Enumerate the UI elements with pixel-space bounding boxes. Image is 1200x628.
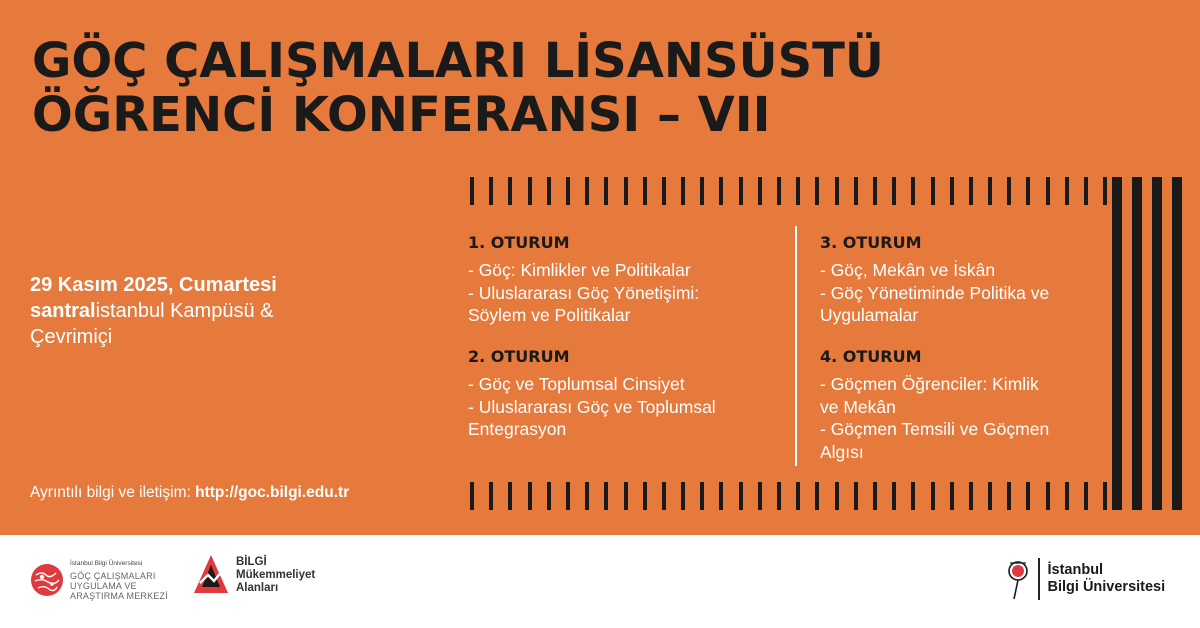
contact-line	[30, 484, 349, 502]
contact-url[interactable]: http://goc.bilgi.edu.tr	[195, 484, 350, 501]
title-line-1: GÖÇ ÇALIŞMALARI LİSANSÜSTÜ	[32, 33, 884, 89]
event-venue	[30, 298, 390, 324]
center-line3: ARAŞTIRMA MERKEZİ	[70, 591, 168, 601]
session-1	[468, 233, 788, 327]
university-emblem-icon	[1006, 557, 1030, 601]
conference-title	[32, 34, 1012, 142]
session-3-heading: 3. OTURUM	[820, 233, 922, 252]
university-line2: Bilgi Üniversitesi	[1047, 579, 1166, 595]
session-3-line: - Göç Yönetiminde Politika ve	[820, 282, 1050, 303]
excellence-line3: Alanları	[236, 581, 279, 594]
session-3-line: Uygulamalar	[820, 305, 919, 325]
session-2	[468, 347, 788, 441]
footer	[0, 535, 1200, 628]
session-4	[820, 347, 1120, 463]
center-small: İstanbul Bilgi Üniversitesi	[70, 560, 143, 567]
venue-bold: santral	[30, 300, 96, 322]
right-bars	[1112, 177, 1182, 510]
migration-center-logo[interactable]	[30, 559, 168, 601]
session-1-line: - Uluslararası Göç Yönetişimi:	[468, 282, 700, 303]
session-divider	[795, 226, 797, 466]
stripes-bottom	[470, 482, 1107, 510]
session-1-line: - Göç: Kimlikler ve Politikalar	[468, 260, 691, 280]
event-info	[30, 272, 390, 350]
session-4-heading: 4. OTURUM	[820, 347, 922, 366]
venue-rest: istanbul Kampüsü &	[95, 300, 274, 322]
university-line1: İstanbul	[1047, 562, 1104, 578]
stripes-top	[470, 177, 1107, 205]
excellence-line1: BİLGİ	[236, 555, 267, 568]
excellence-triangle-icon	[192, 553, 230, 597]
event-date: 29 Kasım 2025, Cumartesi	[30, 274, 277, 296]
session-2-line: - Göç ve Toplumsal Cinsiyet	[468, 374, 685, 394]
session-1-heading: 1. OTURUM	[468, 233, 570, 252]
session-2-heading: 2. OTURUM	[468, 347, 570, 366]
session-4-line: - Göçmen Temsili ve Göçmen	[820, 419, 1050, 439]
contact-label: Ayrıntılı bilgi ve iletişim:	[30, 484, 191, 501]
session-4-line: ve Mekân	[820, 396, 896, 417]
title-line-2: ÖĞRENCİ KONFERANSI – VII	[32, 87, 771, 143]
session-1-line: Söylem ve Politikalar	[468, 305, 631, 325]
session-4-line: - Göçmen Öğrenciler: Kimlik	[820, 374, 1039, 394]
session-4-line: Algısı	[820, 441, 864, 462]
logo-separator	[1038, 558, 1040, 600]
center-line1: GÖÇ ÇALIŞMALARI	[70, 571, 156, 581]
session-3	[820, 233, 1120, 327]
excellence-line2: Mükemmeliyet	[236, 568, 316, 581]
event-online: Çevrimiçi	[30, 326, 113, 348]
university-logo[interactable]	[1006, 557, 1165, 601]
globe-icon	[30, 563, 64, 597]
session-2-line: - Uluslararası Göç ve Toplumsal	[468, 396, 716, 417]
session-3-line: - Göç, Mekân ve İskân	[820, 260, 996, 280]
center-line2: UYGULAMA VE	[70, 581, 137, 591]
excellence-logo[interactable]	[192, 553, 315, 597]
session-2-line: Entegrasyon	[468, 419, 567, 439]
